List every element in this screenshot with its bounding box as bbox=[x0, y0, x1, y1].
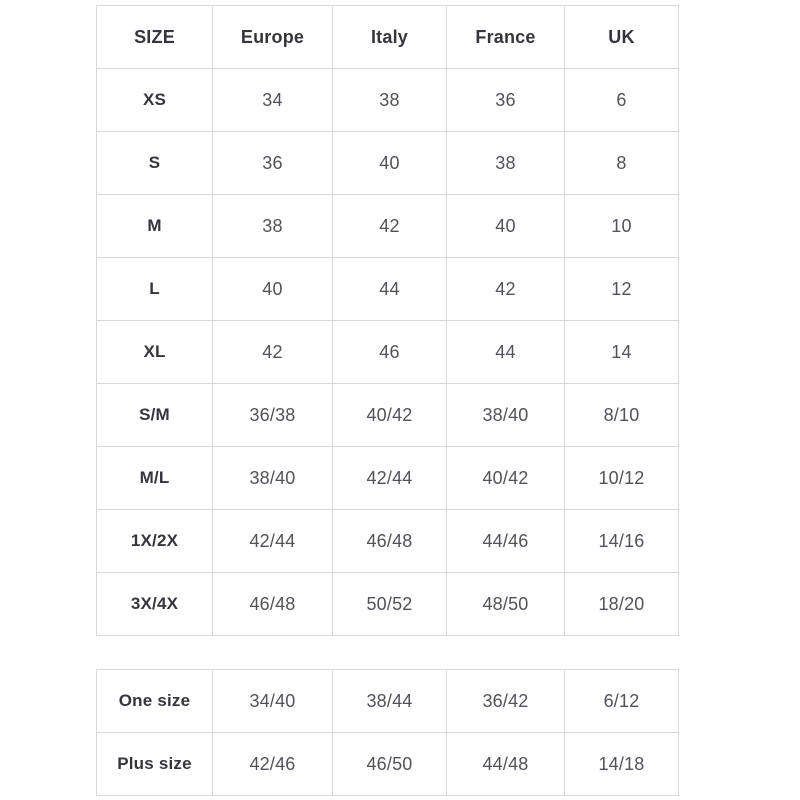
size-label-cell: M bbox=[97, 195, 213, 258]
size-value-cell: 46 bbox=[333, 321, 447, 384]
size-label-cell: 1X/2X bbox=[97, 510, 213, 573]
size-value-cell: 36/38 bbox=[213, 384, 333, 447]
table-row bbox=[97, 195, 679, 258]
table-gap bbox=[96, 636, 679, 669]
size-value-cell: 44/46 bbox=[447, 510, 565, 573]
header-cell: SIZE bbox=[97, 6, 213, 69]
table-row bbox=[97, 573, 679, 636]
table-row bbox=[97, 132, 679, 195]
table-row bbox=[97, 670, 679, 733]
table-row bbox=[97, 321, 679, 384]
size-value-cell: 40 bbox=[447, 195, 565, 258]
size-value-cell: 38 bbox=[333, 69, 447, 132]
size-conversion-table bbox=[96, 5, 679, 636]
table-row bbox=[97, 510, 679, 573]
table-row bbox=[97, 384, 679, 447]
size-value-cell: 18/20 bbox=[565, 573, 679, 636]
size-value-cell: 44/48 bbox=[447, 733, 565, 796]
size-value-cell: 50/52 bbox=[333, 573, 447, 636]
size-value-cell: 12 bbox=[565, 258, 679, 321]
size-value-cell: 14/18 bbox=[565, 733, 679, 796]
size-conversion-charts bbox=[96, 5, 679, 796]
size-value-cell: 8 bbox=[565, 132, 679, 195]
size-value-cell: 42/44 bbox=[213, 510, 333, 573]
table-row bbox=[97, 258, 679, 321]
size-value-cell: 46/48 bbox=[213, 573, 333, 636]
header-cell: Europe bbox=[213, 6, 333, 69]
size-value-cell: 42/44 bbox=[333, 447, 447, 510]
size-value-cell: 42/46 bbox=[213, 733, 333, 796]
size-value-cell: 14 bbox=[565, 321, 679, 384]
size-value-cell: 34 bbox=[213, 69, 333, 132]
size-value-cell: 38/40 bbox=[447, 384, 565, 447]
size-value-cell: 10/12 bbox=[565, 447, 679, 510]
size-value-cell: 44 bbox=[447, 321, 565, 384]
size-value-cell: 6 bbox=[565, 69, 679, 132]
size-value-cell: 38/44 bbox=[333, 670, 447, 733]
size-value-cell: 34/40 bbox=[213, 670, 333, 733]
table-row bbox=[97, 69, 679, 132]
size-label-cell: 3X/4X bbox=[97, 573, 213, 636]
size-value-cell: 36/42 bbox=[447, 670, 565, 733]
size-value-cell: 38/40 bbox=[213, 447, 333, 510]
size-value-cell: 38 bbox=[213, 195, 333, 258]
size-value-cell: 42 bbox=[333, 195, 447, 258]
size-value-cell: 14/16 bbox=[565, 510, 679, 573]
size-value-cell: 36 bbox=[213, 132, 333, 195]
size-value-cell: 46/50 bbox=[333, 733, 447, 796]
size-label-cell: XS bbox=[97, 69, 213, 132]
table-row bbox=[97, 447, 679, 510]
header-cell: Italy bbox=[333, 6, 447, 69]
size-value-cell: 40 bbox=[213, 258, 333, 321]
size-value-cell: 48/50 bbox=[447, 573, 565, 636]
size-value-cell: 44 bbox=[333, 258, 447, 321]
size-value-cell: 42 bbox=[213, 321, 333, 384]
size-label-cell: M/L bbox=[97, 447, 213, 510]
size-value-cell: 46/48 bbox=[333, 510, 447, 573]
size-value-cell: 10 bbox=[565, 195, 679, 258]
size-value-cell: 40/42 bbox=[447, 447, 565, 510]
header-cell: UK bbox=[565, 6, 679, 69]
size-value-cell: 40 bbox=[333, 132, 447, 195]
size-value-cell: 6/12 bbox=[565, 670, 679, 733]
header-row bbox=[97, 6, 679, 69]
size-label-cell: One size bbox=[97, 670, 213, 733]
size-label-cell: Plus size bbox=[97, 733, 213, 796]
size-label-cell: XL bbox=[97, 321, 213, 384]
table-row bbox=[97, 733, 679, 796]
header-cell: France bbox=[447, 6, 565, 69]
size-label-cell: S/M bbox=[97, 384, 213, 447]
special-size-table bbox=[96, 669, 679, 796]
size-label-cell: S bbox=[97, 132, 213, 195]
size-value-cell: 38 bbox=[447, 132, 565, 195]
size-value-cell: 40/42 bbox=[333, 384, 447, 447]
size-value-cell: 42 bbox=[447, 258, 565, 321]
size-value-cell: 36 bbox=[447, 69, 565, 132]
size-label-cell: L bbox=[97, 258, 213, 321]
size-value-cell: 8/10 bbox=[565, 384, 679, 447]
